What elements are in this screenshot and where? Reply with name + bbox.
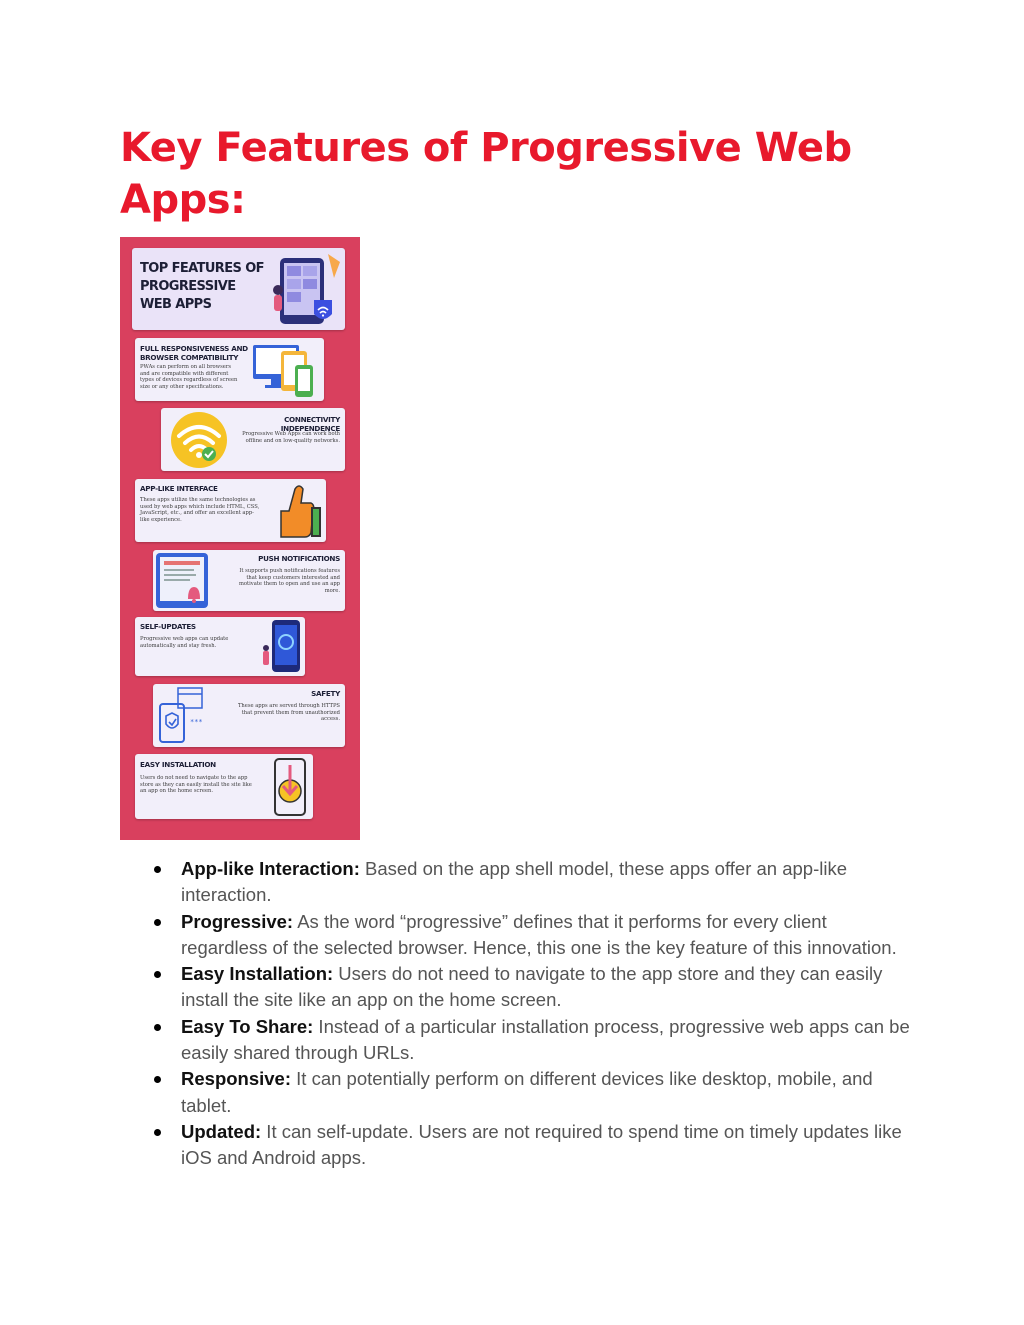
list-item — [150, 1119, 910, 1172]
devices-icon — [251, 341, 323, 399]
bullet-icon — [154, 1024, 161, 1031]
feature-term: Easy Installation: — [181, 963, 334, 985]
feature-term: Progressive: — [181, 910, 294, 932]
feature-card-title: CONNECTIVITY INDEPENDENCE — [280, 415, 340, 433]
download-install-icon — [269, 757, 311, 817]
infographic-header-card — [132, 248, 345, 330]
list-item — [150, 909, 910, 962]
bullet-icon — [154, 1076, 161, 1083]
feature-card-title: EASY INSTALLATION — [140, 760, 216, 769]
feature-card-body: PWAs can perform on all browsers and are compatible with different types of devices regardless of screen size or any other specifications. — [140, 364, 238, 390]
bullet-icon — [154, 971, 161, 978]
thumbs-up-icon — [267, 481, 325, 541]
feature-card-body: These apps utilize the same technologies as used by web apps which include HTML, CSS, JavaScript, etc., and offer an excellent app-like experience. — [140, 497, 260, 523]
feature-card-title: APP-LIKE INTERFACE — [140, 484, 218, 493]
feature-description: Users do not need to navigate to the app store and they can easily install the site like an app on the home screen. — [181, 963, 883, 1011]
feature-card-connectivity — [161, 408, 345, 471]
feature-description: It can potentially perform on different devices like desktop, mobile, and tablet. — [181, 1068, 873, 1116]
feature-card-app-like-interface — [135, 479, 326, 542]
feature-card-body: Progressive Web Apps can work both offline and on low-quality networks. — [242, 431, 340, 444]
shield-phone-icon — [156, 686, 218, 744]
feature-term: App-like Interaction: — [181, 858, 360, 879]
page-title: Key Features of Progressive Web Apps: — [120, 125, 852, 223]
features-list — [150, 856, 910, 1172]
tablet-bell-icon — [154, 551, 210, 610]
feature-card-body: Progressive web apps can update automatically and stay fresh. — [140, 636, 229, 649]
bullet-icon — [154, 866, 161, 873]
feature-card-body: These apps are served through HTTPS that prevent them from unauthorized access. — [237, 703, 340, 723]
feature-card-title: SAFETY — [311, 689, 340, 698]
infographic-heading: TOP FEATURES OF PROGRESSIVE WEB APPS — [140, 261, 264, 312]
feature-card-title: FULL RESPONSIVENESS AND BROWSER COMPATIBILITY — [140, 344, 248, 362]
list-item — [150, 961, 910, 1014]
list-item — [150, 1014, 910, 1067]
tablet-illustration-icon — [270, 252, 344, 328]
svg-text:***: *** — [190, 718, 203, 726]
feature-card-title: SELF-UPDATES — [140, 622, 196, 631]
feature-description: As the word “progressive” defines that it performs for every client regardless of the selected browser. Hence, this one is the key feature of this innovation. — [181, 910, 897, 958]
list-item — [150, 856, 910, 909]
feature-term: Easy To Share: — [181, 1015, 314, 1037]
feature-description: Based on the app shell model, these apps offer an app-like interaction. — [181, 858, 848, 906]
phone-update-icon — [260, 618, 304, 676]
feature-card-safety — [153, 684, 345, 747]
pwa-features-infographic — [120, 237, 360, 840]
list-item — [150, 1066, 910, 1119]
feature-card-title: PUSH NOTIFICATIONS — [258, 554, 340, 563]
feature-card-responsiveness — [135, 338, 324, 401]
feature-card-body: It supports push notifications features that keep customers interested and motivate them to open and use an app more. — [239, 568, 340, 594]
feature-card-body: Users do not need to navigate to the app store as they can easily install the site like an app on the home screen. — [140, 775, 252, 795]
feature-description: It can self-update. Users are not required to spend time on timely updates like iOS and Android apps. — [181, 1120, 902, 1169]
bullet-icon — [154, 1129, 161, 1136]
feature-card-easy-installation — [135, 754, 313, 819]
wifi-icon — [165, 410, 233, 470]
feature-card-push-notifications — [153, 550, 345, 611]
feature-term: Responsive: — [181, 1068, 292, 1090]
feature-term: Updated: — [181, 1120, 262, 1142]
feature-description: Instead of a particular installation process, progressive web apps can be easily shared through URLs. — [181, 1015, 910, 1064]
feature-card-self-updates — [135, 617, 305, 676]
bullet-icon — [154, 919, 161, 926]
